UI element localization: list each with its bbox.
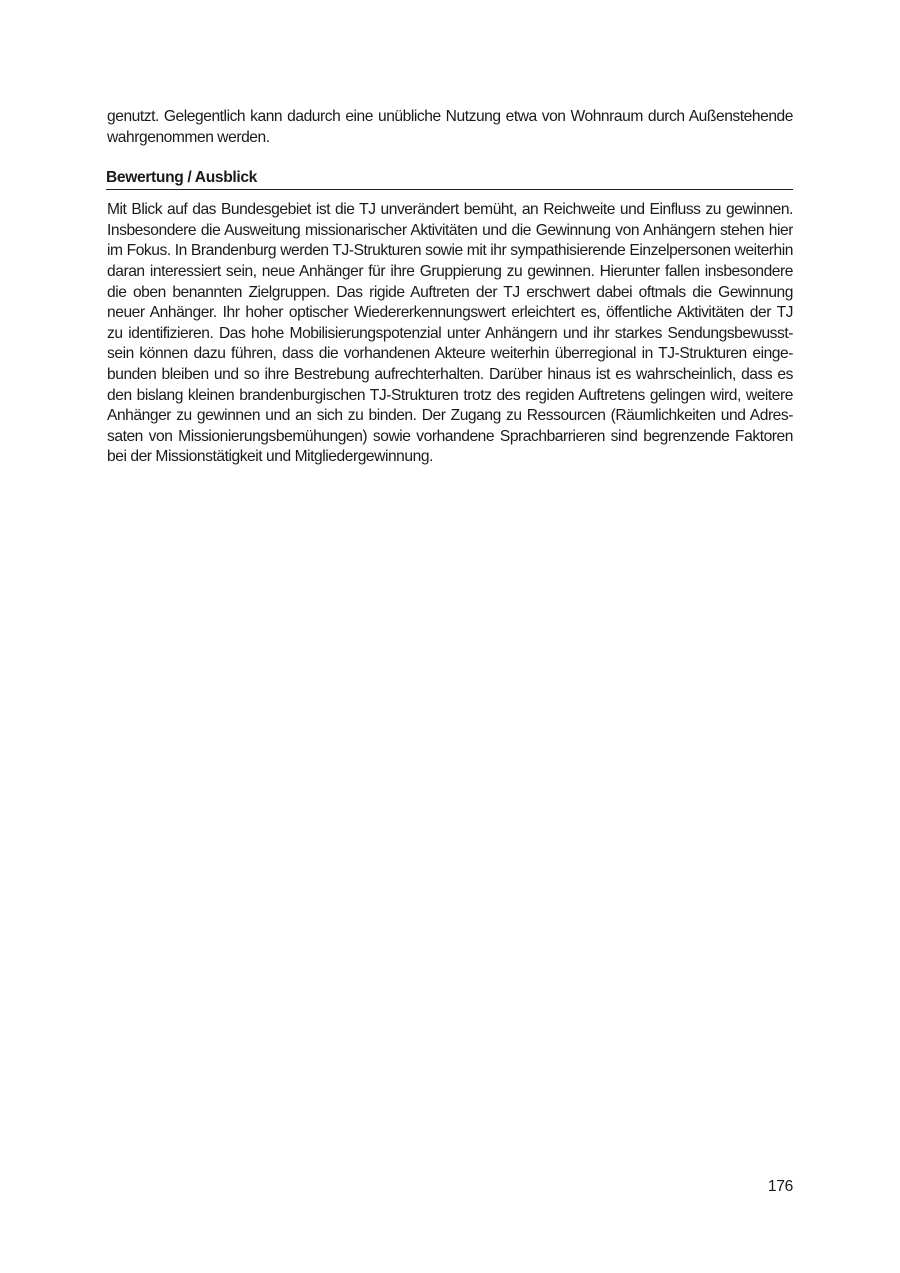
page-number: 176 [767, 1178, 793, 1195]
intro-line: genutzt. Gelegentlich kann dadurch eine unübliche Nutzung etwa von Wohnraum durch Außenstehende [107, 108, 793, 125]
intro-line: wahrgenommen werden. [107, 128, 270, 146]
section-line: neuer Anhänger. Ihr hoher optischer Wiedererkennungswert erleichtert es, öffentliche Aktivitäten der TJ [107, 304, 793, 322]
document-page [107, 107, 793, 468]
section-line: den bislang kleinen brandenburgischen TJ-Strukturen trotz des regiden Auftretens gelingen wird, weitere [107, 386, 793, 404]
section-heading: Bewertung / Ausblick [106, 168, 793, 190]
section-line: zu identifizieren. Das hohe Mobilisierungspotenzial unter Anhängern und ihr starkes Sendungsbewusst- [107, 324, 793, 342]
section-line: bunden bleiben und so ihre Bestrebung aufrechterhalten. Darüber hinaus ist es wahrscheinlich, dass es [107, 365, 793, 383]
section-paragraph [107, 200, 793, 468]
intro-paragraph [107, 107, 793, 148]
section-line: daran interessiert sein, neue Anhänger für ihre Gruppierung zu gewinnen. Hierunter fallen insbesondere [107, 262, 793, 280]
section-line: sein können dazu führen, dass die vorhandenen Akteure weiterhin überregional in TJ-Strukturen einge- [107, 345, 793, 363]
section-line: bei der Missionstätigkeit und Mitgliedergewinnung. [107, 448, 433, 466]
section-line: Insbesondere die Ausweitung missionarischer Aktivitäten und die Gewinnung von Anhängern stehen hier [107, 221, 793, 239]
section-line: im Fokus. In Brandenburg werden TJ-Strukturen sowie mit ihr sympathisierende Einzelpersonen weiterhin [107, 242, 793, 260]
section-line: die oben benannten Zielgruppen. Das rigide Auftreten der TJ erschwert dabei oftmals die Gewinnung [107, 283, 793, 301]
section-line: saten von Missionierungsbemühungen) sowie vorhandene Sprachbarrieren sind begrenzende Faktoren [107, 427, 793, 445]
section-line: Mit Blick auf das Bundesgebiet ist die TJ unverändert bemüht, an Reichweite und Einfluss zu gewinnen. [107, 201, 793, 219]
section-line: Anhänger zu gewinnen und an sich zu binden. Der Zugang zu Ressourcen (Räumlichkeiten und Adres- [107, 407, 793, 425]
